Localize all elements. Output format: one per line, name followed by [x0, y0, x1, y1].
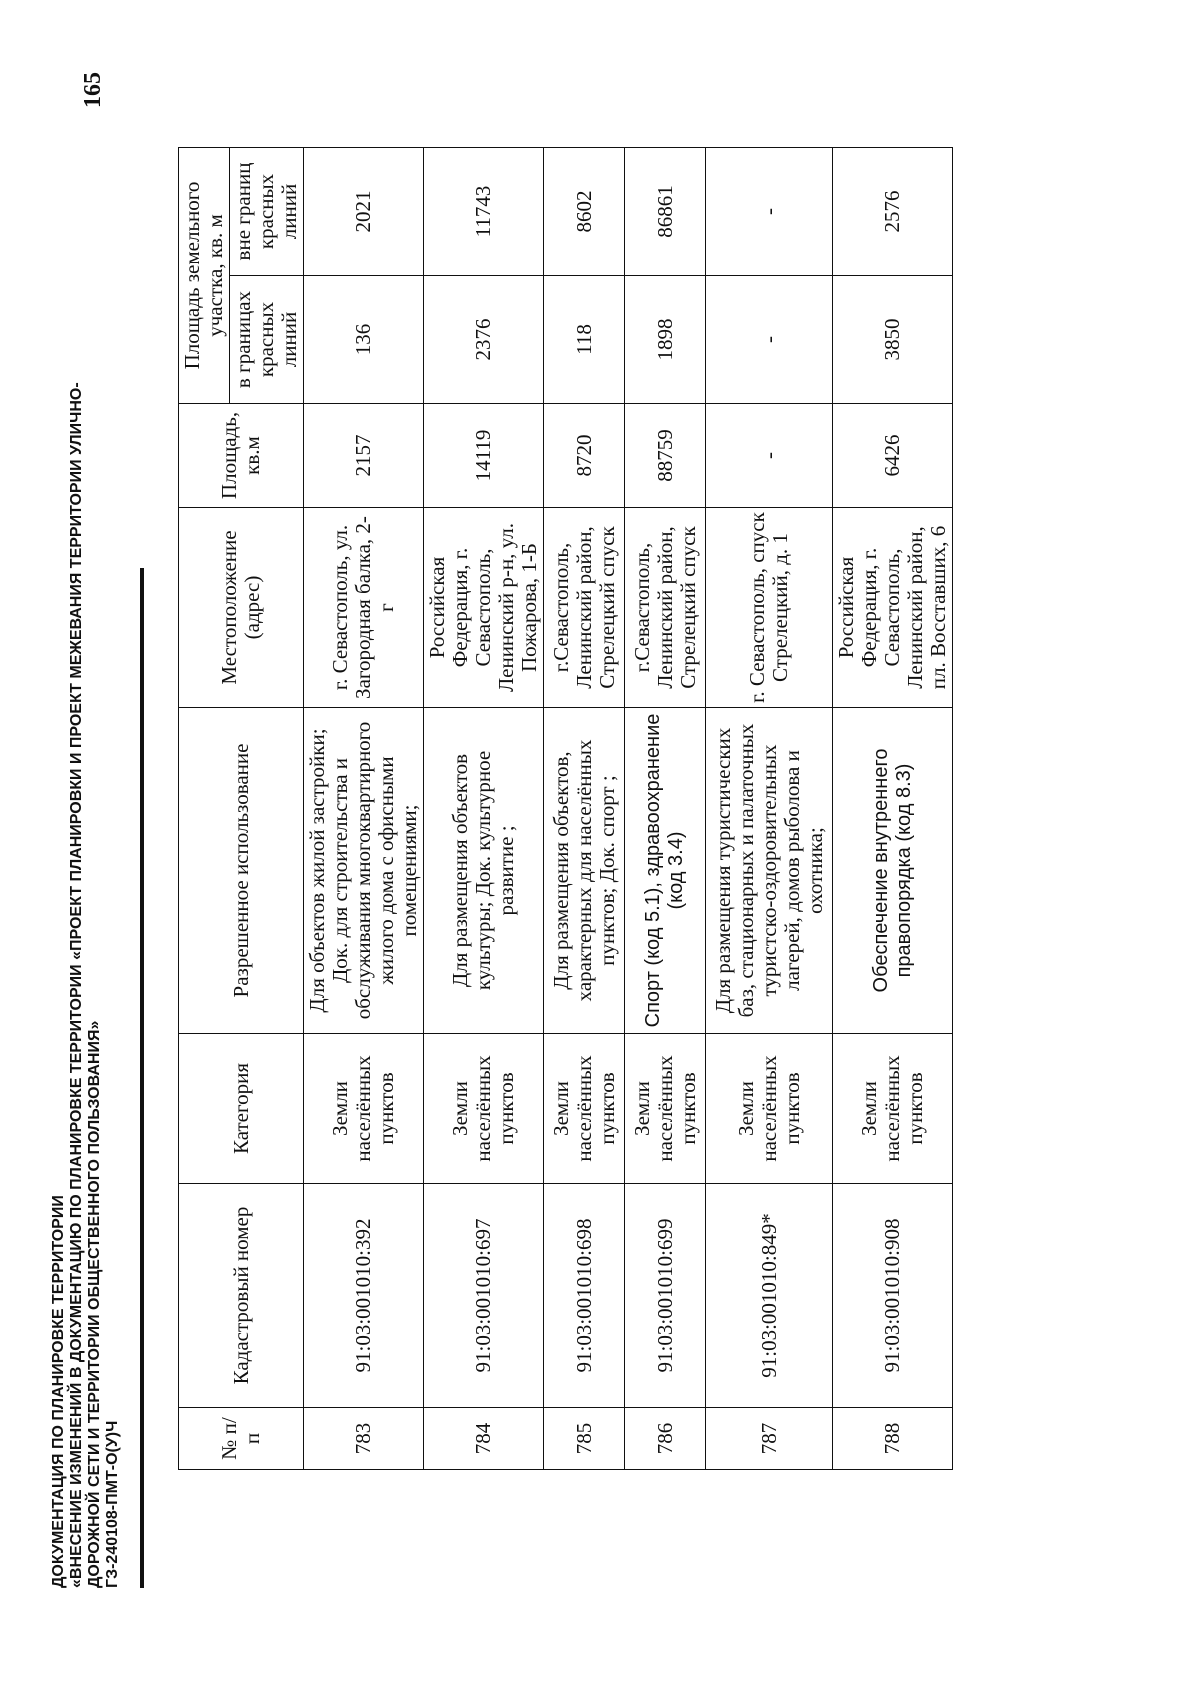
cell-category: Земли населённых пунктов — [833, 1034, 953, 1184]
header-outside: вне границ красных линий — [230, 148, 304, 276]
header-category: Категория — [179, 1034, 304, 1184]
cell-category: Земли населённых пунктов — [706, 1034, 833, 1184]
header-line-2: «ВНЕСЕНИЕ ИЗМЕНЕНИЙ В ДОКУМЕНТАЦИЮ ПО ПЛАНИРОВКЕ ТЕРРИТОРИИ «ПРОЕКТ ПЛАНИРОВКИ И ПРОЕКТ МЕЖЕВАНИЯ ТЕРРИТОРИИ УЛИЧНО- — [68, 382, 85, 1588]
header-usage: Разрешенное использование — [179, 708, 304, 1034]
document-header — [50, 382, 122, 1588]
cell-area: - — [706, 404, 833, 508]
table-row — [833, 148, 953, 1470]
cell-category: Земли населённых пунктов — [625, 1034, 706, 1184]
cell-category: Земли населённых пунктов — [424, 1034, 544, 1184]
cell-category: Земли населённых пунктов — [544, 1034, 625, 1184]
cell-num: 787 — [706, 1408, 833, 1470]
table-row — [424, 148, 544, 1470]
cell-inside: 1898 — [625, 276, 706, 404]
cell-cadastral: 91:03:001010:849* — [706, 1184, 833, 1408]
cell-usage: Для объектов жилой застройки; Док. для строительства и обслуживания многоквартирного жилого дома с офисными помещениями; — [304, 708, 424, 1034]
header-num: № п/п — [179, 1408, 304, 1470]
header-area: Площадь, кв.м — [179, 404, 304, 508]
header-line-3: ДОРОЖНОЙ СЕТИ И ТЕРРИТОРИИ ОБЩЕСТВЕННОГО ПОЛЬЗОВАНИЯ» — [86, 1020, 103, 1588]
table-row — [544, 148, 625, 1470]
cell-cadastral: 91:03:001010:699 — [625, 1184, 706, 1408]
cell-outside: - — [706, 148, 833, 276]
land-plots-table — [178, 147, 953, 1470]
cell-area: 6426 — [833, 404, 953, 508]
cell-num: 785 — [544, 1408, 625, 1470]
cell-usage: Для размещения объектов, характерных для населённых пунктов; Док. спорт ; — [544, 708, 625, 1034]
cell-inside: 136 — [304, 276, 424, 404]
header-divider — [140, 568, 144, 1588]
cell-location: Российская Федерация, г. Севастополь, Ленинский р-н, ул. Пожарова, 1-Б — [424, 508, 544, 708]
cell-cadastral: 91:03:001010:908 — [833, 1184, 953, 1408]
cell-usage: Обеспечение внутреннего правопорядка (код 8.3) — [833, 708, 953, 1034]
cell-location: г. Севастополь, ул. Загородная балка, 2-г — [304, 508, 424, 708]
cell-area: 88759 — [625, 404, 706, 508]
header-land-area: Площадь земельного участка, кв. м — [179, 148, 230, 404]
cell-area: 8720 — [544, 404, 625, 508]
cell-location: Российская Федерация, г. Севастополь, Ленинский район, пл. Восставших, 6 — [833, 508, 953, 708]
cell-area: 2157 — [304, 404, 424, 508]
cell-num: 784 — [424, 1408, 544, 1470]
cell-num: 783 — [304, 1408, 424, 1470]
cell-area: 14119 — [424, 404, 544, 508]
cell-location: г.Севастополь, Ленинский район, Стрелецкий спуск — [544, 508, 625, 708]
header-line-1: ДОКУМЕНТАЦИЯ ПО ПЛАНИРОВКЕ ТЕРРИТОРИИ — [50, 1195, 67, 1588]
cell-inside: 3850 — [833, 276, 953, 404]
cell-cadastral: 91:03:001010:392 — [304, 1184, 424, 1408]
cell-cadastral: 91:03:001010:698 — [544, 1184, 625, 1408]
cell-location: г.Севастополь, Ленинский район, Стрелецкий спуск — [625, 508, 706, 708]
cell-inside: 2376 — [424, 276, 544, 404]
header-cadastral: Кадастровый номер — [179, 1184, 304, 1408]
table-row — [625, 148, 706, 1470]
land-plots-table-wrapper — [178, 147, 953, 1470]
cell-inside: 118 — [544, 276, 625, 404]
table-row — [304, 148, 424, 1470]
cell-cadastral: 91:03:001010:697 — [424, 1184, 544, 1408]
cell-outside: 2021 — [304, 148, 424, 276]
page-number: 165 — [80, 72, 106, 108]
cell-category: Земли населённых пунктов — [304, 1034, 424, 1184]
cell-usage: Для размещения туристических баз, стационарных и палаточных туристско-оздоровительных лагерей, домов рыболова и охотника; — [706, 708, 833, 1034]
cell-inside: - — [706, 276, 833, 404]
cell-num: 788 — [833, 1408, 953, 1470]
cell-location: г. Севастополь, спуск Стрелецкий, д. 1 — [706, 508, 833, 708]
header-line-4: ГЗ-240108-ПМТ-О(У)Ч — [104, 1420, 121, 1588]
cell-num: 786 — [625, 1408, 706, 1470]
cell-outside: 8602 — [544, 148, 625, 276]
table-row — [706, 148, 833, 1470]
cell-outside: 11743 — [424, 148, 544, 276]
cell-outside: 86861 — [625, 148, 706, 276]
cell-usage: Спорт (код 5.1), здравоохранение (код 3.4) — [625, 708, 706, 1034]
cell-outside: 2576 — [833, 148, 953, 276]
header-location: Местоположение (адрес) — [179, 508, 304, 708]
cell-usage: Для размещения объектов культуры; Док. культурное развитие ; — [424, 708, 544, 1034]
header-inside: в границах красных линий — [230, 276, 304, 404]
